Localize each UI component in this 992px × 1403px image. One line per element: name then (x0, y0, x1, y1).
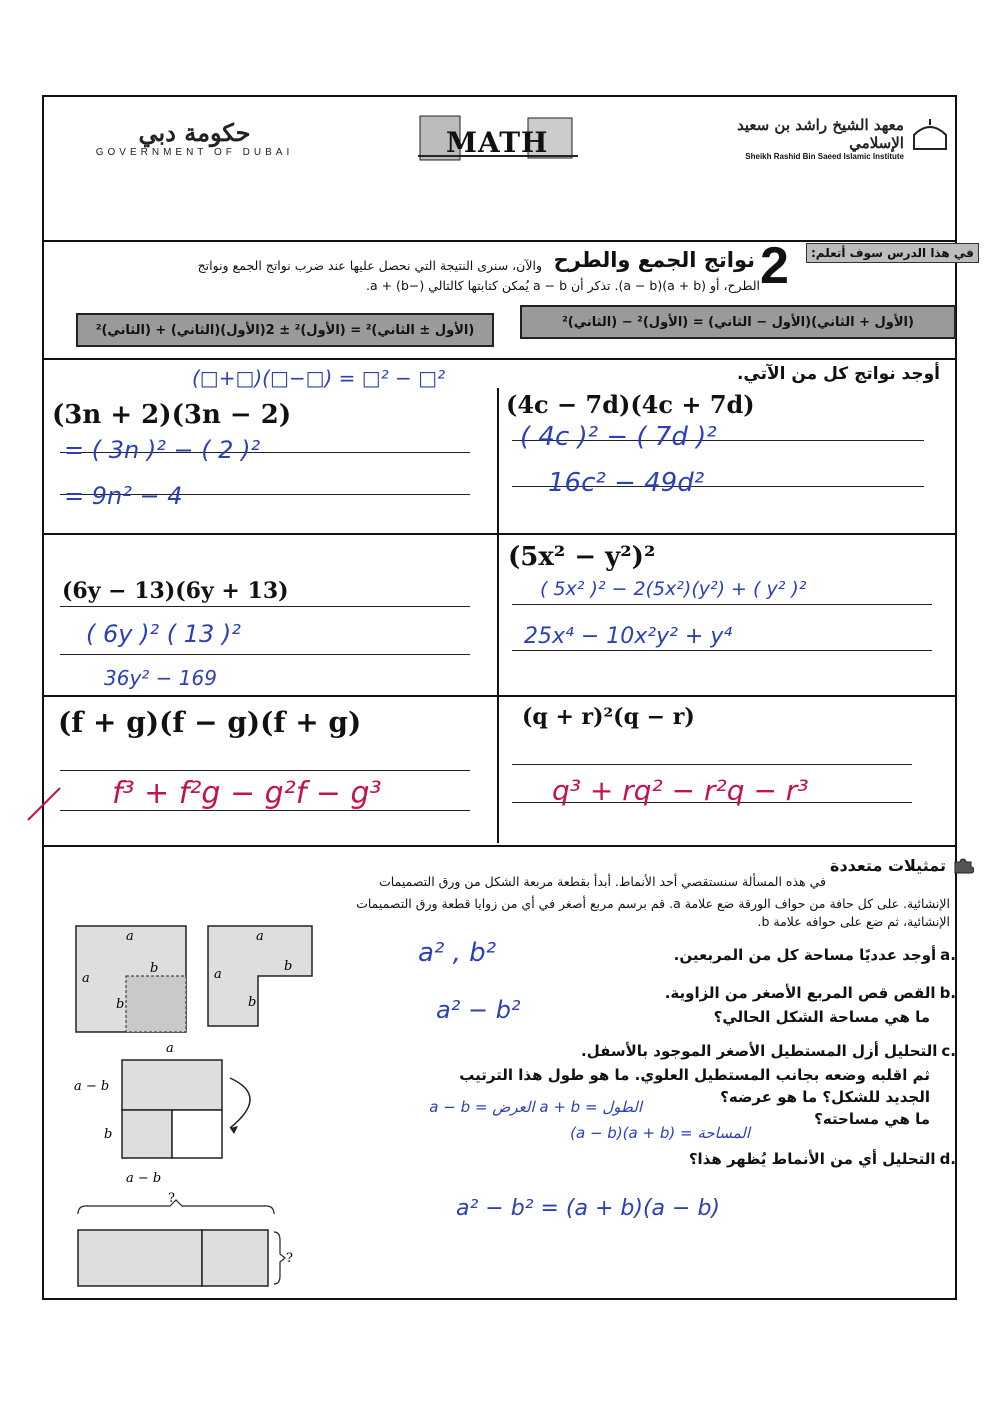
lesson-number: 2 (760, 237, 789, 295)
split-rectangle-figure (122, 1060, 250, 1158)
answer-line (60, 606, 470, 607)
question-d-answer: a² − b² = (a + b)(a − b) (456, 1196, 720, 1221)
activity-title: تمثيلات متعددة (830, 855, 946, 875)
activity-figures (70, 920, 340, 1300)
question-c-answer-1: الطول = a + b العرض = a − b (429, 1098, 642, 1116)
label-a: a (126, 929, 134, 944)
label-b: b (284, 959, 293, 974)
problem-6-answer: q³ + rq² − r²q − r³ (552, 774, 809, 807)
puzzle-piece-icon (952, 854, 974, 876)
problem-3: (6y − 13)(6y + 13) (62, 578, 289, 604)
problem-2-work-1: ( 4c )² − ( 7d )² (520, 422, 717, 452)
label-b: b (104, 1127, 113, 1142)
problem-1-work-2: = 9n² − 4 (64, 482, 183, 510)
question-c (480, 1042, 956, 1060)
problem-4-work-1: ( 5x² )² − 2(5x²)(y²) + ( y² )² (540, 578, 807, 600)
question-a (560, 946, 956, 964)
problem-4: (5x² − y²)² (508, 542, 656, 572)
question-c-text-2: ثم اقلبه وضعه بجانب المستطيل العلوي. ما هو طول هذا الترتيب (459, 1066, 930, 1084)
question-d-letter: d. (939, 1150, 956, 1168)
question-a-answer: a² , b² (418, 938, 497, 968)
question-b (560, 984, 956, 1002)
question-c-answer-2: المساحة = (a + b)(a − b) (570, 1124, 750, 1142)
problem-5-answer: f³ + f²g − g²f − g³ (112, 776, 382, 811)
label-a: a (214, 967, 222, 982)
activity-header (830, 854, 974, 876)
problem-2-work-2: 16c² − 49d² (548, 468, 705, 498)
answer-line (512, 650, 932, 651)
lesson-intro-line2: الطرح، أو (a + b)(a − b). تذكر أن a − b يُمكن كتابتها كالتالي (−b) + a. (365, 278, 760, 293)
question-b-answer: a² − b² (436, 996, 521, 1024)
lesson-badge: في هذا الدرس سوف أتعلم: (806, 243, 979, 263)
problem-3-work-1: ( 6y )² ( 13 )² (86, 620, 241, 648)
answer-line (60, 654, 470, 655)
lesson-title: نواتج الجمع والطرح (553, 248, 755, 272)
rearranged-rectangle-figure (78, 1200, 285, 1286)
answer-line (512, 764, 912, 765)
activity-text-line2: الإنشائية. على كل حافة من حواف الورقة ضع علامة a. قم برسم مربع أصغر في أي من زوايا قطعة ورق التصميمات (356, 896, 950, 911)
problem-3-work-2: 36y² − 169 (104, 666, 217, 690)
question-d-text: التحليل أي من الأنماط يُظهر هذا؟ (688, 1150, 936, 1168)
divider (44, 240, 955, 242)
formula-difference-of-squares: (الأول + الثاني)(الأول − الثاني) = (الأول)² − (الثاني)² (520, 305, 956, 339)
grid-row-divider (44, 695, 955, 697)
label-a: a (166, 1041, 174, 1056)
formula-square-of-binomial: (الأول ± الثاني)² = (الأول)² ± 2(الأول)(الثاني) + (الثاني)² (76, 313, 494, 347)
problem-5: (f + g)(f − g)(f + g) (58, 706, 362, 739)
math-logo (418, 112, 578, 166)
question-b-text-2: ما هي مساحة الشكل الحالي؟ (713, 1008, 930, 1026)
problem-6: (q + r)²(q − r) (522, 704, 695, 730)
institute-logo-english: Sheikh Rashid Bin Saeed Islamic Institute (745, 152, 904, 161)
question-a-text: أوجد عدديًا مساحة كل من المربعين. (673, 946, 937, 964)
mosque-icon (910, 117, 948, 151)
exercise-instruction: أوجد نواتج كل من الآتي. (736, 364, 940, 384)
problem-2: (4c − 7d)(4c + 7d) (506, 390, 755, 419)
answer-line (60, 770, 470, 771)
dubai-logo-english: GOVERNMENT OF DUBAI (95, 147, 294, 158)
problem-1: (3n + 2)(3n − 2) (52, 400, 292, 430)
institute-logo-arabic: معهد الشيخ راشد بن سعيد الإسلامي (737, 116, 904, 152)
handwritten-pattern-note: (□+□)(□−□) = □² − □² (192, 366, 446, 390)
grid-row-divider (44, 533, 955, 535)
label-question: ? (286, 1251, 293, 1266)
activity-text-line1: في هذه المسألة سنستقصي أحد الأنماط. أبدأ بقطعة مربعة الشكل من ورق التصميمات (379, 874, 826, 889)
institute-logo (688, 116, 948, 166)
question-b-text: القص قص المربع الأصغر من الزاوية. (664, 984, 936, 1002)
question-a-letter: a. (940, 946, 956, 964)
activity-text-line3: الإنشائية، ثم ضع على حوافه علامة b. (757, 914, 950, 929)
label-a-minus-b: a − b (74, 1079, 110, 1094)
label-a: a (256, 929, 264, 944)
question-d (600, 1150, 956, 1168)
lesson-intro-line1: والآن، سنرى النتيجة التي نحصل عليها عند ضرب نواتج الجمع ونواتج (197, 258, 542, 273)
grid-row-divider (44, 845, 955, 847)
question-c-letter: c. (941, 1042, 956, 1060)
label-question: ? (168, 1191, 175, 1206)
question-c-text-4: ما هي مساحته؟ (814, 1110, 930, 1128)
red-margin-mark (24, 784, 64, 824)
label-b: b (150, 961, 159, 976)
dubai-government-logo (62, 118, 327, 168)
question-c-text-3: الجديد للشكل؟ ما هو عرضه؟ (720, 1088, 930, 1106)
divider (44, 358, 955, 360)
label-a: a (82, 971, 90, 986)
grid-vertical-divider (497, 388, 499, 843)
label-a-minus-b: a − b (126, 1171, 162, 1186)
problem-1-work-1: = ( 3n )² − ( 2 )² (64, 436, 261, 464)
answer-line (512, 604, 932, 605)
dubai-logo-arabic: حكومة دبي (138, 118, 251, 147)
math-logo-text: MATH (446, 126, 549, 159)
label-b: b (248, 995, 257, 1010)
question-c-text: التحليل أزل المستطيل الأصغر الموجود بالأسفل. (581, 1042, 938, 1060)
label-b: b (116, 997, 125, 1012)
question-b-letter: b. (939, 984, 956, 1002)
problem-4-work-2: 25x⁴ − 10x²y² + y⁴ (524, 624, 733, 649)
